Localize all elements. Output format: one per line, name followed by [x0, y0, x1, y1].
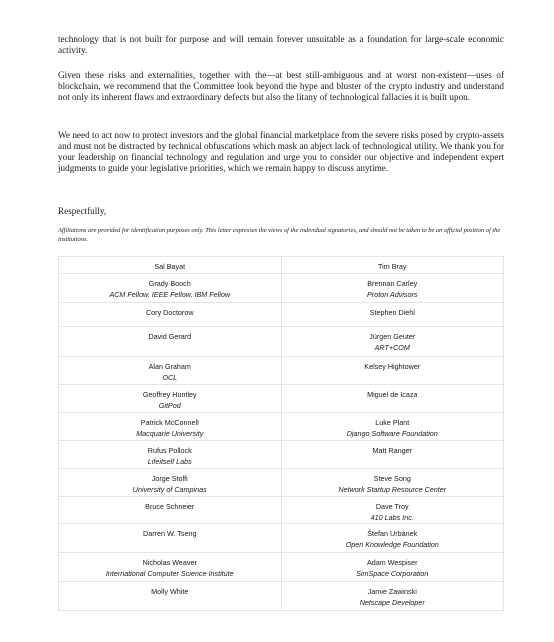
signatory-row	[59, 469, 504, 497]
signatories-table-body	[59, 257, 504, 611]
signatory-name: Bruce Schneier	[145, 502, 195, 511]
signatory-name: Dave Troy	[375, 502, 409, 511]
signatory-name: Darren W. Tseng	[143, 529, 197, 538]
signatory-row	[59, 357, 504, 385]
signatory-cell	[281, 497, 504, 524]
signatory-cell	[281, 385, 504, 413]
signatory-cell	[59, 257, 282, 274]
signatory-cell	[281, 582, 504, 611]
signatory-name: Jamie Zawinski	[367, 587, 417, 596]
signatory-name: Miguel de Icaza	[367, 390, 418, 399]
closing-salutation: Respectfully,	[58, 206, 107, 216]
signatory-name: Brennan Carley	[367, 279, 418, 288]
signatory-affiliation: GitPod	[158, 401, 181, 410]
signatory-affiliation: Open Knowledge Foundation	[345, 540, 439, 549]
signatory-affiliation: Lifeitself Labs	[147, 457, 192, 466]
signatory-cell	[59, 385, 282, 413]
signatory-cell	[281, 524, 504, 553]
signatory-name: Patrick McConnell	[140, 418, 199, 427]
signatory-cell	[281, 441, 504, 469]
signatory-cell	[59, 497, 282, 524]
signatory-row	[59, 327, 504, 357]
signatory-cell	[281, 413, 504, 441]
signatory-affiliation: Macquarie University	[136, 429, 204, 438]
signatory-cell	[281, 303, 504, 327]
signatory-affiliation: ACM Fellow, IEEE Fellow, IBM Fellow	[109, 290, 231, 299]
paragraph-recommendation: Given these risks and externalities, together with the—at best still-ambiguous and at worst non-existent—uses of blockchain, we recommend that the Committee look beyond the hype and bluster of the crypto industry and understand not only its inherent flaws and extraordinary defects but also the litany of technological fallacies it is built upon.	[58, 70, 504, 102]
signatory-cell	[59, 327, 282, 357]
signatory-name: Grady Booch	[148, 279, 191, 288]
signatory-row	[59, 582, 504, 611]
signatory-cell	[59, 413, 282, 441]
signatory-affiliation: OCL	[162, 373, 178, 382]
signatory-affiliation: Proton Advisors	[367, 290, 418, 299]
signatory-name: Adam Wespiser	[366, 558, 418, 567]
signatory-cell	[59, 582, 282, 611]
signatory-name: Stephen Diehl	[369, 308, 415, 317]
signatory-name: Matt Ranger	[372, 446, 413, 455]
signatory-name: Rufus Pollock	[147, 446, 192, 455]
signatory-cell	[59, 357, 282, 385]
signatory-affiliation: SimSpace Corporation	[356, 569, 429, 578]
signatory-affiliation: ART+COM	[374, 343, 410, 352]
signatory-name: Nicholas Weaver	[142, 558, 197, 567]
signatory-cell	[281, 469, 504, 497]
signatory-cell	[59, 303, 282, 327]
signatory-name: Luke Plant	[375, 418, 410, 427]
paragraph-call-to-action: We need to act now to protect investors and the global financial marketplace from the severe risks posed by crypto-assets and must not be distracted by technical obfuscations which mask an abject lack of technological utility. We thank you for your leadership on financial technology and regulation and urge you to consider our objective and independent expert judgments to guide your legislative priorities, which we remain happy to discuss anytime.	[58, 130, 504, 173]
signatory-name: Steve Song	[373, 474, 411, 483]
signatory-row	[59, 497, 504, 524]
signatory-affiliation: Netscape Developer	[359, 598, 425, 607]
signatory-row	[59, 303, 504, 327]
signatory-row	[59, 524, 504, 553]
signatory-name: Sal Bayat	[154, 262, 186, 271]
signatory-affiliation: Django Software Foundation	[346, 429, 438, 438]
signatory-row	[59, 413, 504, 441]
signatory-affiliation: 410 Labs Inc.	[370, 513, 414, 522]
signatory-affiliation: University of Campinas	[132, 485, 207, 494]
affiliation-disclaimer: Affiliations are provided for identification purposes only. This letter expresses the views of the individual signatories, and should not be taken to be an official position of the institutions.	[58, 227, 501, 243]
signatory-row	[59, 553, 504, 582]
signatory-cell	[281, 553, 504, 582]
signatory-name: Geoffrey Huntley	[142, 390, 197, 399]
signatory-name: Jürgen Geuter	[369, 332, 416, 341]
signatory-row	[59, 257, 504, 274]
signatory-name: Kelsey Hightower	[364, 362, 421, 371]
signatory-cell	[281, 257, 504, 274]
signatory-cell	[281, 327, 504, 357]
signatory-name: Cory Doctorow	[145, 308, 194, 317]
signatory-name: Štefan Urbánek	[367, 529, 418, 538]
signatory-row	[59, 274, 504, 303]
signatory-cell	[281, 274, 504, 303]
signatory-name: Alan Graham	[148, 362, 191, 371]
signatory-row	[59, 385, 504, 413]
signatory-cell	[59, 441, 282, 469]
signatory-name: Jorge Stolfi	[151, 474, 188, 483]
signatory-name: Tim Bray	[378, 262, 407, 271]
signatory-row	[59, 441, 504, 469]
signatory-affiliation: International Computer Science Institute	[105, 569, 234, 578]
signatory-cell	[59, 469, 282, 497]
paragraph-conclusion: technology that is not built for purpose and will remain forever unsuitable as a foundation for large-scale economic activity.	[58, 34, 504, 55]
signatory-cell	[281, 357, 504, 385]
signatory-name: Molly White	[151, 587, 189, 596]
signatory-cell	[59, 524, 282, 553]
signatory-name: David Gerard	[148, 332, 192, 341]
signatories-table	[58, 256, 504, 611]
signatory-affiliation: Network Startup Resource Center	[338, 485, 447, 494]
signatory-cell	[59, 274, 282, 303]
signatory-cell	[59, 553, 282, 582]
